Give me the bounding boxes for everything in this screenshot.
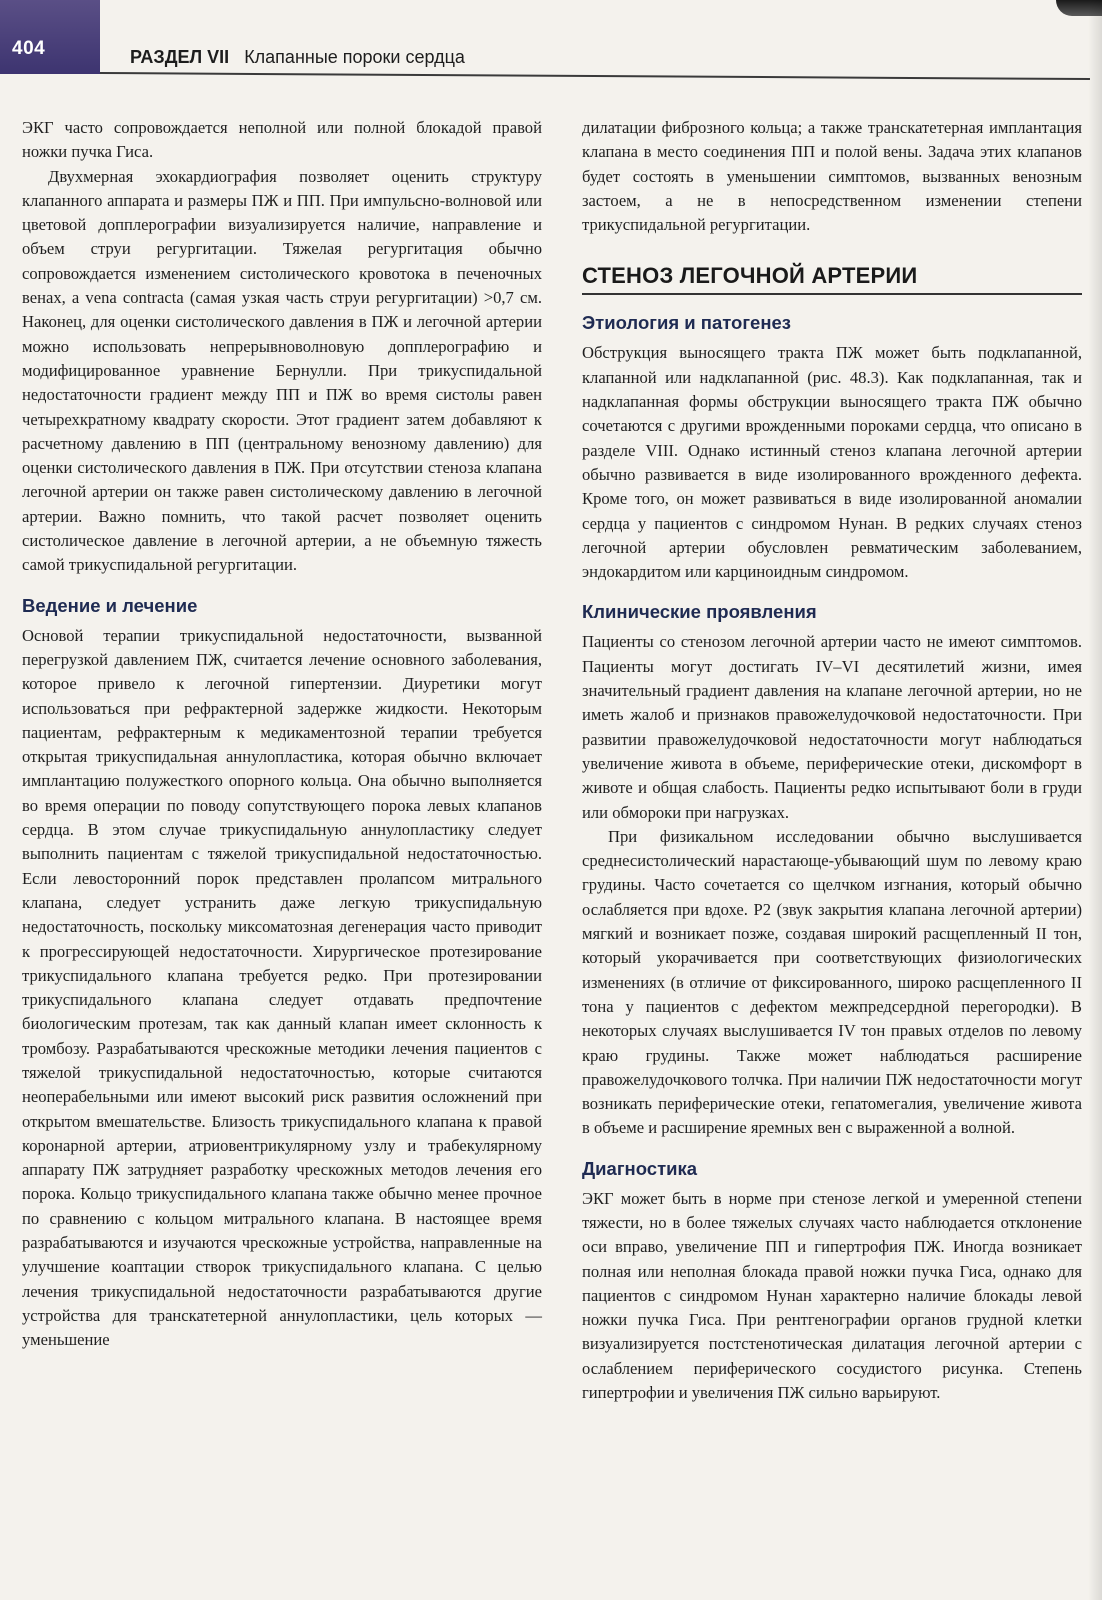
paragraph: ЭКГ часто сопровождается неполной или полной блокадой правой ножки пучка Гиса. bbox=[22, 118, 542, 162]
paragraph: При физикальном исследовании обычно выслушивается среднесистолический нарастающе-убывающий шум по левому краю грудины. Часто сочетается со щелчком изгнания, который обычно ослабляется при вдохе. P2 (звук закрытия клапана легочной артерии) мягкий и возникает позже, создавая широкий расщепленный II тон, который укорачивается при соответствующих физиологических изменениях (в отличие от фиксированного, широко расщепленного II тона у пациентов с дефектом межпредсердной перегородки). В некоторых случаях выслушивается IV тон правых отделов по левому краю грудины. Также может наблюдаться расширение правожелудочкового толчка. При наличии ПЖ недостаточности могут возникать периферические отеки, гепатомегалия, увеличение живота в объеме и расширение яремных вен с выраженной a волной. bbox=[582, 826, 1082, 1138]
page-number-tab bbox=[0, 0, 100, 74]
paragraph: Пациенты со стенозом легочной артерии часто не имеют симптомов. Пациенты могут достигать IV–VI десятилетий жизни, имея значительный градиент давления на клапане легочной артерии, но не иметь жалоб и признаков правожелудочковой недостаточности. При развитии правожелудочковой недостаточности могут наблюдаться увеличение живота в объеме, периферические отеки, дискомфорт в животе и общая слабость. Пациенты редко испытывают боли в груди или обмороки при нагрузках. bbox=[582, 632, 1082, 822]
subheading-clinical: Клинические проявления bbox=[582, 601, 817, 623]
subheading-etiology: Этиология и патогенез bbox=[582, 312, 792, 334]
section-heading-rule bbox=[582, 293, 1082, 295]
page-edge-shadow bbox=[1088, 0, 1102, 1600]
subheading-diagnostics: Диагностика bbox=[582, 1157, 698, 1179]
section-number: РАЗДЕЛ VII bbox=[130, 47, 230, 67]
paragraph: Основой терапии трикуспидальной недостаточности, вызванной перегрузкой давлением ПЖ, считается лечение основного заболевания, которое привело к легочной гипертензии. Диуретики могут использоваться при рефрактерной задержке жидкости. Некоторым пациентам, рефрактерным к медикаментозной терапии требуется открытая трикуспидальная аннулопластика, которая обычно включает имплантацию полужесткого опорного кольца. Она обычно выполняется во время операции по поводу сопутствующего порока левых клапанов сердца. В этом случае трикуспидальную аннулопластику следует выполнить пациентам с тяжелой трикуспидальной недостаточностью. Если левосторонний порок представлен пролапсом митрального клапана, следует устранить даже легкую трикуспидальную недостаточность, поскольку миксоматозная дегенерация часто приводит к прогрессирующей недостаточности. Хирургическое протезирование трикуспидального клапана требуется редко. При протезировании трикуспидального клапана следует отдавать предпочтение биологическим протезам, так как данный клапан имеет склонность к тромбозу. Разрабатываются чрескожные методики лечения пациентов с тяжелой трикуспидальной недостаточностью, которые считаются неоперабельными или имеют высокий риск развития осложнений при открытом вмешательстве. Близость трикуспидального клапана к правой коронарной артерии, атриовентрикулярному узлу и трабекулярному аппарату ПЖ затрудняет разработку чрескожных методов лечения его порока. Кольцо трикуспидального клапана также обычно менее прочное по сравнению с кольцом митрального клапана. В настоящее время разрабатываются и изучаются чрескожные устройства, направленные на улучшение коаптации створок трикуспидального клапана. С целью лечения трикуспидальной недостаточности разрабатываются другие устройства для транскатетерной аннулопластики, цель которых — уменьшение bbox=[22, 625, 542, 1350]
running-header bbox=[130, 47, 465, 68]
paragraph: Обструкция выносящего тракта ПЖ может быть подклапанной, клапанной или надклапанной (рис. 48.3). Как подклапанная, так и надклапанная формы обструкции выносящего тракта ПЖ обычно сочетаются с другими врожденными пороками сердца, что описано в разделе VIII. Однако истинный стеноз клапана легочной артерии обычно развивается в виде изолированного врожденного дефекта. Кроме того, он может развиваться в виде изолированной аномалии сердца у пациентов с синдромом Нунан. В редких случаях стеноз легочной артерии обусловлен ревматическим заболеванием, эндокардитом или карциноидным синдромом. bbox=[582, 343, 1082, 582]
right-column bbox=[582, 116, 1082, 1405]
section-heading-pulmonary-stenosis: СТЕНОЗ ЛЕГОЧНОЙ АРТЕРИИ bbox=[582, 263, 918, 289]
page-number: 404 bbox=[12, 38, 46, 59]
header-rule bbox=[100, 72, 1090, 80]
subheading-management: Ведение и лечение bbox=[22, 594, 198, 616]
paragraph: ЭКГ может быть в норме при стенозе легкой и умеренной степени тяжести, но в более тяжелых случаях часто наблюдается отклонение оси вправо, увеличение ПП и гипертрофия ПЖ. Иногда возникает полная или неполная блокада правой ножки пучка Гиса, однако для пациентов с синдромом Нунан характерно наличие блокады левой ножки пучка Гиса. При рентгенографии органов грудной клетки визуализируется постстенотическая дилатация легочной артерии с ослаблением периферического сосудистого рисунка. Степень гипертрофии и увеличения ПЖ сильно варьируют. bbox=[582, 1188, 1082, 1403]
left-column bbox=[22, 116, 542, 1353]
paragraph: Двухмерная эхокардиография позволяет оценить структуру клапанного аппарата и размеры ПЖ и ПП. При импульсно-волновой или цветовой допплерографии визуализируется наличие, направление и объем струи регургитации. Тяжелая регургитация обычно сопровождается изменением систолического кровотока в печеночных венах, а vena contracta (самая узкая часть струи регургитации) >0,7 см. Наконец, для оценки систолического давления в ПЖ и легочной артерии можно использовать непрерывноволновую допплерографию и модифицированное уравнение Бернулли. При трикуспидальной недостаточности градиент между ПП и ПЖ во время систолы равен четырехкратному квадрату скорости. Этот градиент затем добавляют к расчетному давлению в ПП (центральному венозному давлению) для оценки систолического давления в ПЖ. При отсутствии стеноза клапана легочной артерии он также равен систолическому давлению в легочной артерии. Важно помнить, что такой расчет позволяет оценить систолическое давление в легочной артерии, а не объемную тяжесть самой трикуспидальной регургитации. bbox=[22, 166, 542, 575]
paragraph: дилатации фиброзного кольца; а также транскатетерная имплантация клапана в место соединения ПП и полой вены. Задача этих клапанов будет состоять в уменьшении симптомов, вызванных венозным застоем, а не в непосредственном изменении степени трикуспидальной регургитации. bbox=[582, 118, 1082, 235]
section-title: Клапанные пороки сердца bbox=[244, 47, 465, 67]
